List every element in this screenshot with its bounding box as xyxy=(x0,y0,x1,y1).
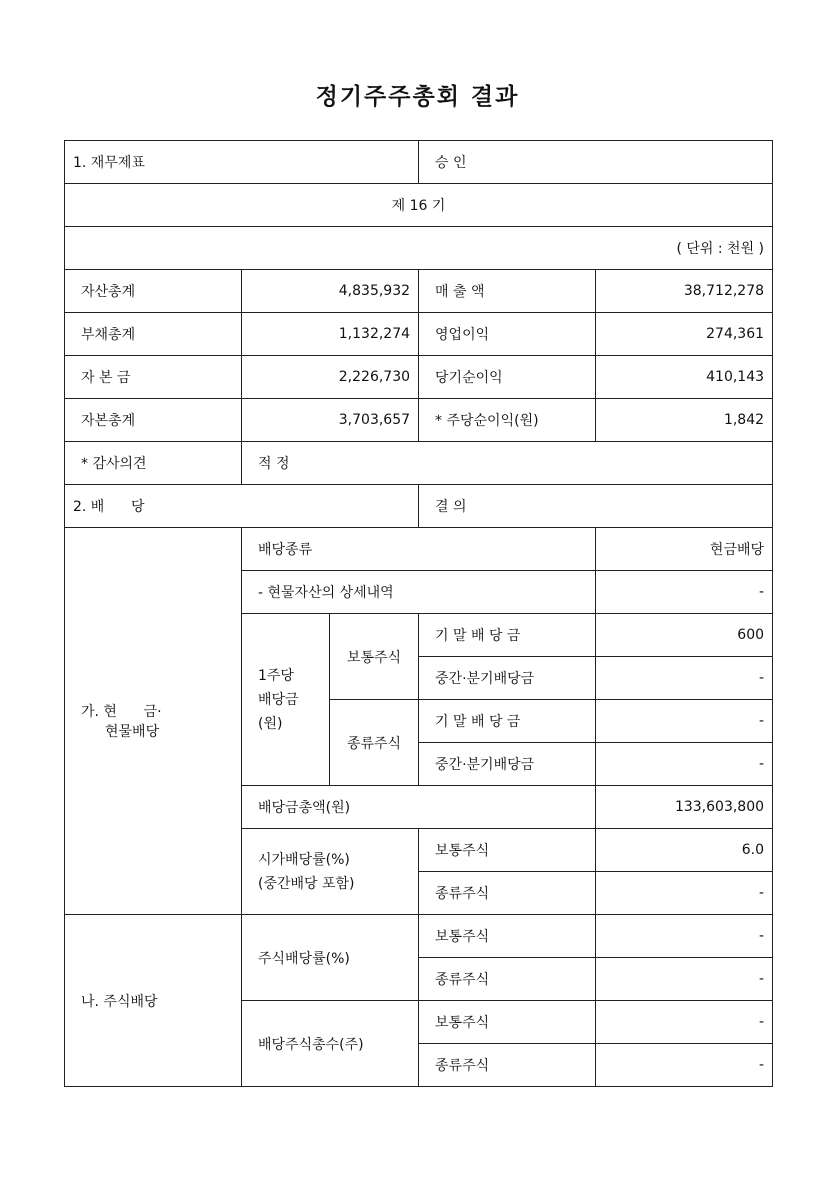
financial-header-row xyxy=(65,141,773,184)
preferred-interim-value: - xyxy=(596,743,773,786)
per-share-dividend-label xyxy=(242,614,330,786)
dividend-section-label: 2. 배 당 xyxy=(65,485,419,528)
stock-dividend-rate-label: 주식배당률(%) xyxy=(242,915,419,1001)
audit-value: 적 정 xyxy=(242,442,773,485)
row-label: 당기순이익 xyxy=(419,356,596,399)
audit-label: * 감사의견 xyxy=(65,442,242,485)
common-interim-value: - xyxy=(596,657,773,700)
financial-section-label: 1. 재무제표 xyxy=(65,141,419,184)
interim-dividend-label: 중간·분기배당금 xyxy=(419,743,596,786)
period-row xyxy=(65,184,773,227)
row-value: 410,143 xyxy=(596,356,773,399)
stock-dividend-label: 나. 주식배당 xyxy=(65,915,242,1087)
per-share-line3: (원) xyxy=(258,715,283,732)
row-label: * 주당순이익(원) xyxy=(419,399,596,442)
per-share-line2: 배당금 xyxy=(258,691,299,708)
dividend-status: 결 의 xyxy=(419,485,773,528)
page-title: 정기주주총회 결과 xyxy=(315,84,520,110)
row-label: 자본총계 xyxy=(65,399,242,442)
count-preferred-value: - xyxy=(596,1044,773,1087)
row-label: 자산총계 xyxy=(65,270,242,313)
fiscal-period: 제 16 기 xyxy=(65,184,773,227)
cash-dividend-label-line2: 현물배당 xyxy=(105,724,160,740)
rate-preferred-value: - xyxy=(596,958,773,1001)
yield-common-value: 6.0 xyxy=(596,829,773,872)
financial-row xyxy=(65,313,773,356)
dividend-type-row xyxy=(65,528,773,571)
row-value: 4,835,932 xyxy=(242,270,419,313)
row-value: 2,226,730 xyxy=(242,356,419,399)
cash-dividend-label xyxy=(65,528,242,915)
common-stock-label: 보통주식 xyxy=(330,614,419,700)
financial-status: 승 인 xyxy=(419,141,773,184)
dividend-shares-total-label: 배당주식총수(주) xyxy=(242,1001,419,1087)
stock-dividend-row xyxy=(65,915,773,958)
total-dividend-label: 배당금총액(원) xyxy=(242,786,596,829)
preferred-stock-label: 종류주식 xyxy=(330,700,419,786)
dividend-yield-line2: (중간배당 포함) xyxy=(258,875,355,892)
row-value: 1,132,274 xyxy=(242,313,419,356)
count-common-value: - xyxy=(596,1001,773,1044)
count-preferred-label: 종류주식 xyxy=(419,1044,596,1087)
rate-common-value: - xyxy=(596,915,773,958)
results-table xyxy=(64,140,773,1087)
count-common-label: 보통주식 xyxy=(419,1001,596,1044)
in-kind-detail-value: - xyxy=(596,571,773,614)
audit-row xyxy=(65,442,773,485)
preferred-year-end-value: - xyxy=(596,700,773,743)
row-value: 3,703,657 xyxy=(242,399,419,442)
row-label: 자 본 금 xyxy=(65,356,242,399)
dividend-header-row xyxy=(65,485,773,528)
common-year-end-value: 600 xyxy=(596,614,773,657)
dividend-type-value: 현금배당 xyxy=(596,528,773,571)
rate-common-label: 보통주식 xyxy=(419,915,596,958)
total-dividend-value: 133,603,800 xyxy=(596,786,773,829)
dividend-type-label: 배당종류 xyxy=(242,528,596,571)
rate-preferred-label: 종류주식 xyxy=(419,958,596,1001)
row-value: 1,842 xyxy=(596,399,773,442)
year-end-dividend-label: 기 말 배 당 금 xyxy=(419,700,596,743)
row-label: 영업이익 xyxy=(419,313,596,356)
yield-preferred-label: 종류주식 xyxy=(419,872,596,915)
row-label: 부채총계 xyxy=(65,313,242,356)
year-end-dividend-label: 기 말 배 당 금 xyxy=(419,614,596,657)
interim-dividend-label: 중간·분기배당금 xyxy=(419,657,596,700)
row-value: 38,712,278 xyxy=(596,270,773,313)
financial-row xyxy=(65,399,773,442)
unit-row xyxy=(65,227,773,270)
cash-dividend-label-line1: 가. 현 금· xyxy=(81,704,162,720)
per-share-line1: 1주당 xyxy=(258,667,294,684)
financial-row xyxy=(65,270,773,313)
yield-common-label: 보통주식 xyxy=(419,829,596,872)
yield-preferred-value: - xyxy=(596,872,773,915)
unit-note: ( 단위 : 천원 ) xyxy=(65,227,773,270)
financial-row xyxy=(65,356,773,399)
row-value: 274,361 xyxy=(596,313,773,356)
in-kind-detail-label: - 현물자산의 상세내역 xyxy=(242,571,596,614)
dividend-yield-line1: 시가배당률(%) xyxy=(258,851,350,868)
row-label: 매 출 액 xyxy=(419,270,596,313)
dividend-yield-label xyxy=(242,829,419,915)
